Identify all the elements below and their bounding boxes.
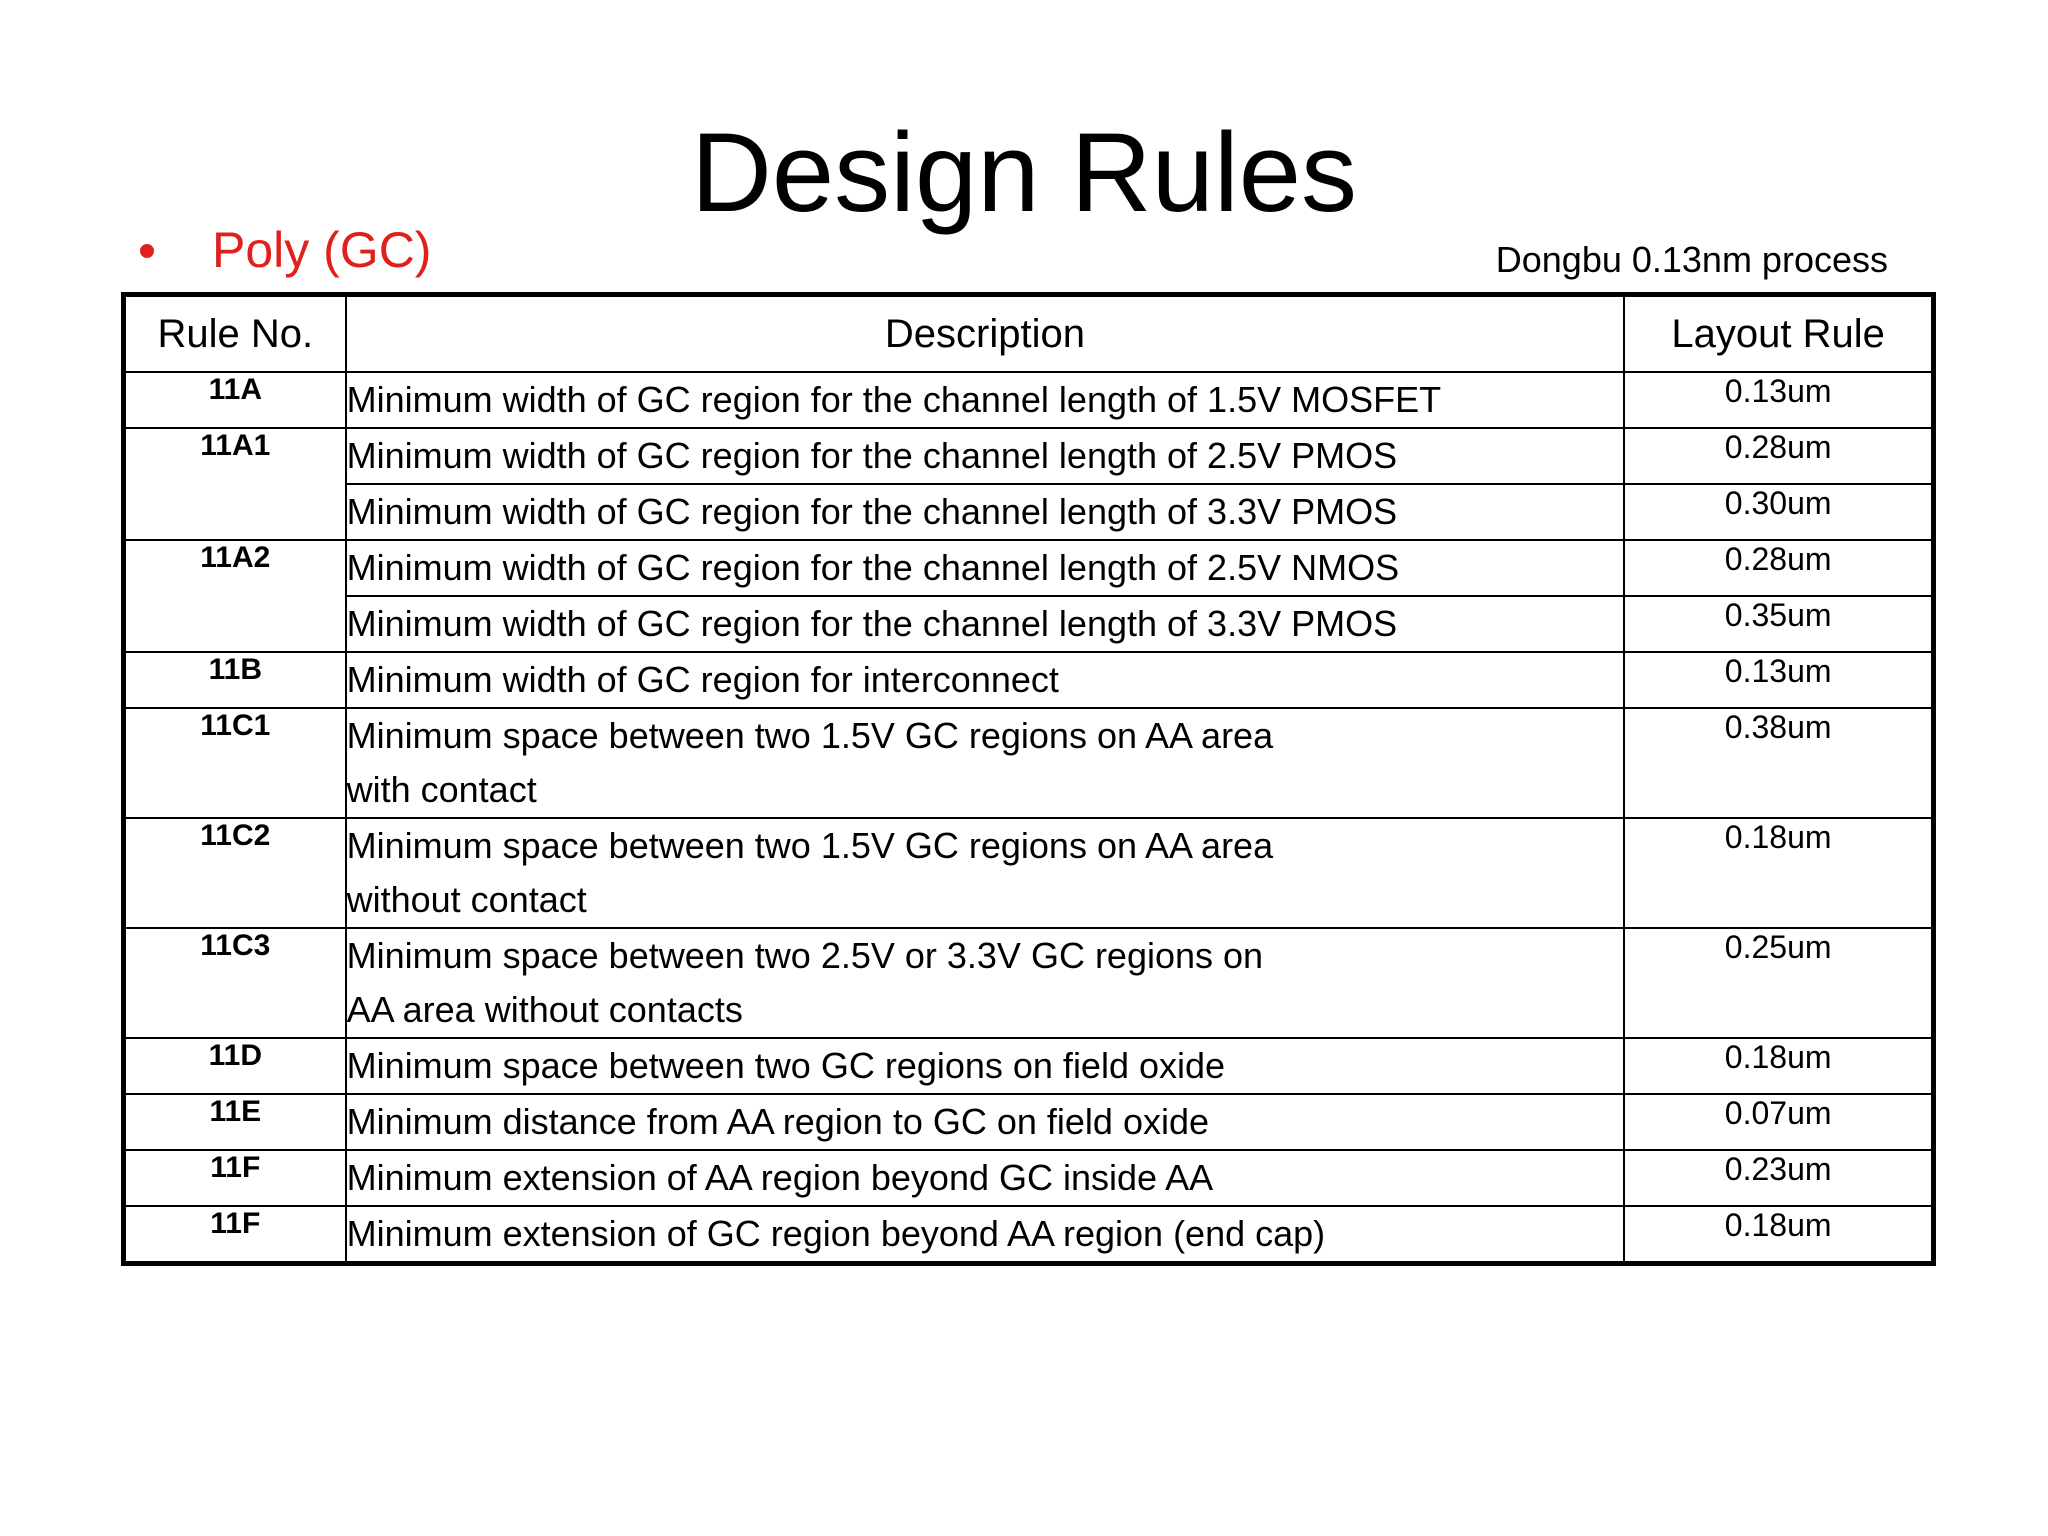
rule-no-cell: 11F [124, 1206, 346, 1264]
layout-rule-cell: 0.28um [1624, 540, 1933, 596]
rule-no-cell: 11B [124, 652, 346, 708]
description-cell: Minimum extension of GC region beyond AA region (end cap) [346, 1206, 1625, 1264]
bullet-item [140, 220, 431, 280]
rule-no-cell: 11A2 [124, 540, 346, 652]
table-row [124, 540, 1934, 596]
table-row [124, 1038, 1934, 1094]
rule-no-cell: 11A [124, 372, 346, 428]
layout-rule-cell: 0.35um [1624, 596, 1933, 652]
rule-no-cell: 11C3 [124, 928, 346, 1038]
table-row [124, 372, 1934, 428]
bullet-dot-icon [140, 244, 154, 258]
description-cell: Minimum width of GC region for the channel length of 3.3V PMOS [346, 484, 1625, 540]
description-line: with contact [346, 769, 537, 810]
description-cell [346, 708, 1625, 818]
description-cell: Minimum space between two GC regions on field oxide [346, 1038, 1625, 1094]
description-cell [346, 928, 1625, 1038]
process-subtitle: Dongbu 0.13nm process [1495, 239, 1888, 280]
layout-rule-cell: 0.18um [1624, 1038, 1933, 1094]
table-row [124, 652, 1934, 708]
rule-no-cell: 11D [124, 1038, 346, 1094]
layout-rule-cell: 0.23um [1624, 1150, 1933, 1206]
layout-rule-cell: 0.18um [1624, 818, 1933, 928]
layout-rule-cell: 0.25um [1624, 928, 1933, 1038]
description-cell: Minimum extension of AA region beyond GC inside AA [346, 1150, 1625, 1206]
description-line: Minimum space between two 1.5V GC regions on AA area [346, 825, 1274, 866]
layout-rule-cell: 0.28um [1624, 428, 1933, 484]
description-line: Minimum space between two 2.5V or 3.3V GC regions on [346, 935, 1264, 976]
description-line: Minimum space between two 1.5V GC regions on AA area [346, 715, 1274, 756]
header-description: Description [346, 295, 1625, 373]
slide-title: Design Rules [690, 110, 1358, 235]
description-cell [346, 818, 1625, 928]
table-row [124, 596, 1934, 652]
header-rule-no: Rule No. [124, 295, 346, 373]
rule-no-cell: 11E [124, 1094, 346, 1150]
layout-rule-cell: 0.13um [1624, 652, 1933, 708]
rule-no-cell: 11A1 [124, 428, 346, 540]
layout-rule-cell: 0.18um [1624, 1206, 1933, 1264]
layout-rule-cell: 0.30um [1624, 484, 1933, 540]
bullet-label: Poly (GC) [212, 222, 432, 278]
table-header-row [124, 295, 1934, 373]
description-cell: Minimum width of GC region for the channel length of 2.5V NMOS [346, 540, 1625, 596]
rule-no-cell: 11C2 [124, 818, 346, 928]
description-cell: Minimum width of GC region for interconnect [346, 652, 1625, 708]
layout-rule-cell: 0.38um [1624, 708, 1933, 818]
header-layout-rule: Layout Rule [1624, 295, 1933, 373]
table-row [124, 428, 1934, 484]
description-cell: Minimum width of GC region for the channel length of 3.3V PMOS [346, 596, 1625, 652]
table-row [124, 1094, 1934, 1150]
description-line: without contact [346, 879, 587, 920]
description-line: AA area without contacts [346, 989, 743, 1030]
table-row [124, 708, 1934, 818]
rule-no-cell: 11F [124, 1150, 346, 1206]
rule-no-cell: 11C1 [124, 708, 346, 818]
table-row [124, 1206, 1934, 1264]
table-row [124, 818, 1934, 928]
table-row [124, 484, 1934, 540]
description-cell: Minimum distance from AA region to GC on field oxide [346, 1094, 1625, 1150]
table-row [124, 928, 1934, 1038]
description-cell: Minimum width of GC region for the channel length of 1.5V MOSFET [346, 372, 1625, 428]
layout-rule-cell: 0.07um [1624, 1094, 1933, 1150]
layout-rule-cell: 0.13um [1624, 372, 1933, 428]
design-rules-table [121, 292, 1936, 1266]
table-row [124, 1150, 1934, 1206]
description-cell: Minimum width of GC region for the channel length of 2.5V PMOS [346, 428, 1625, 484]
